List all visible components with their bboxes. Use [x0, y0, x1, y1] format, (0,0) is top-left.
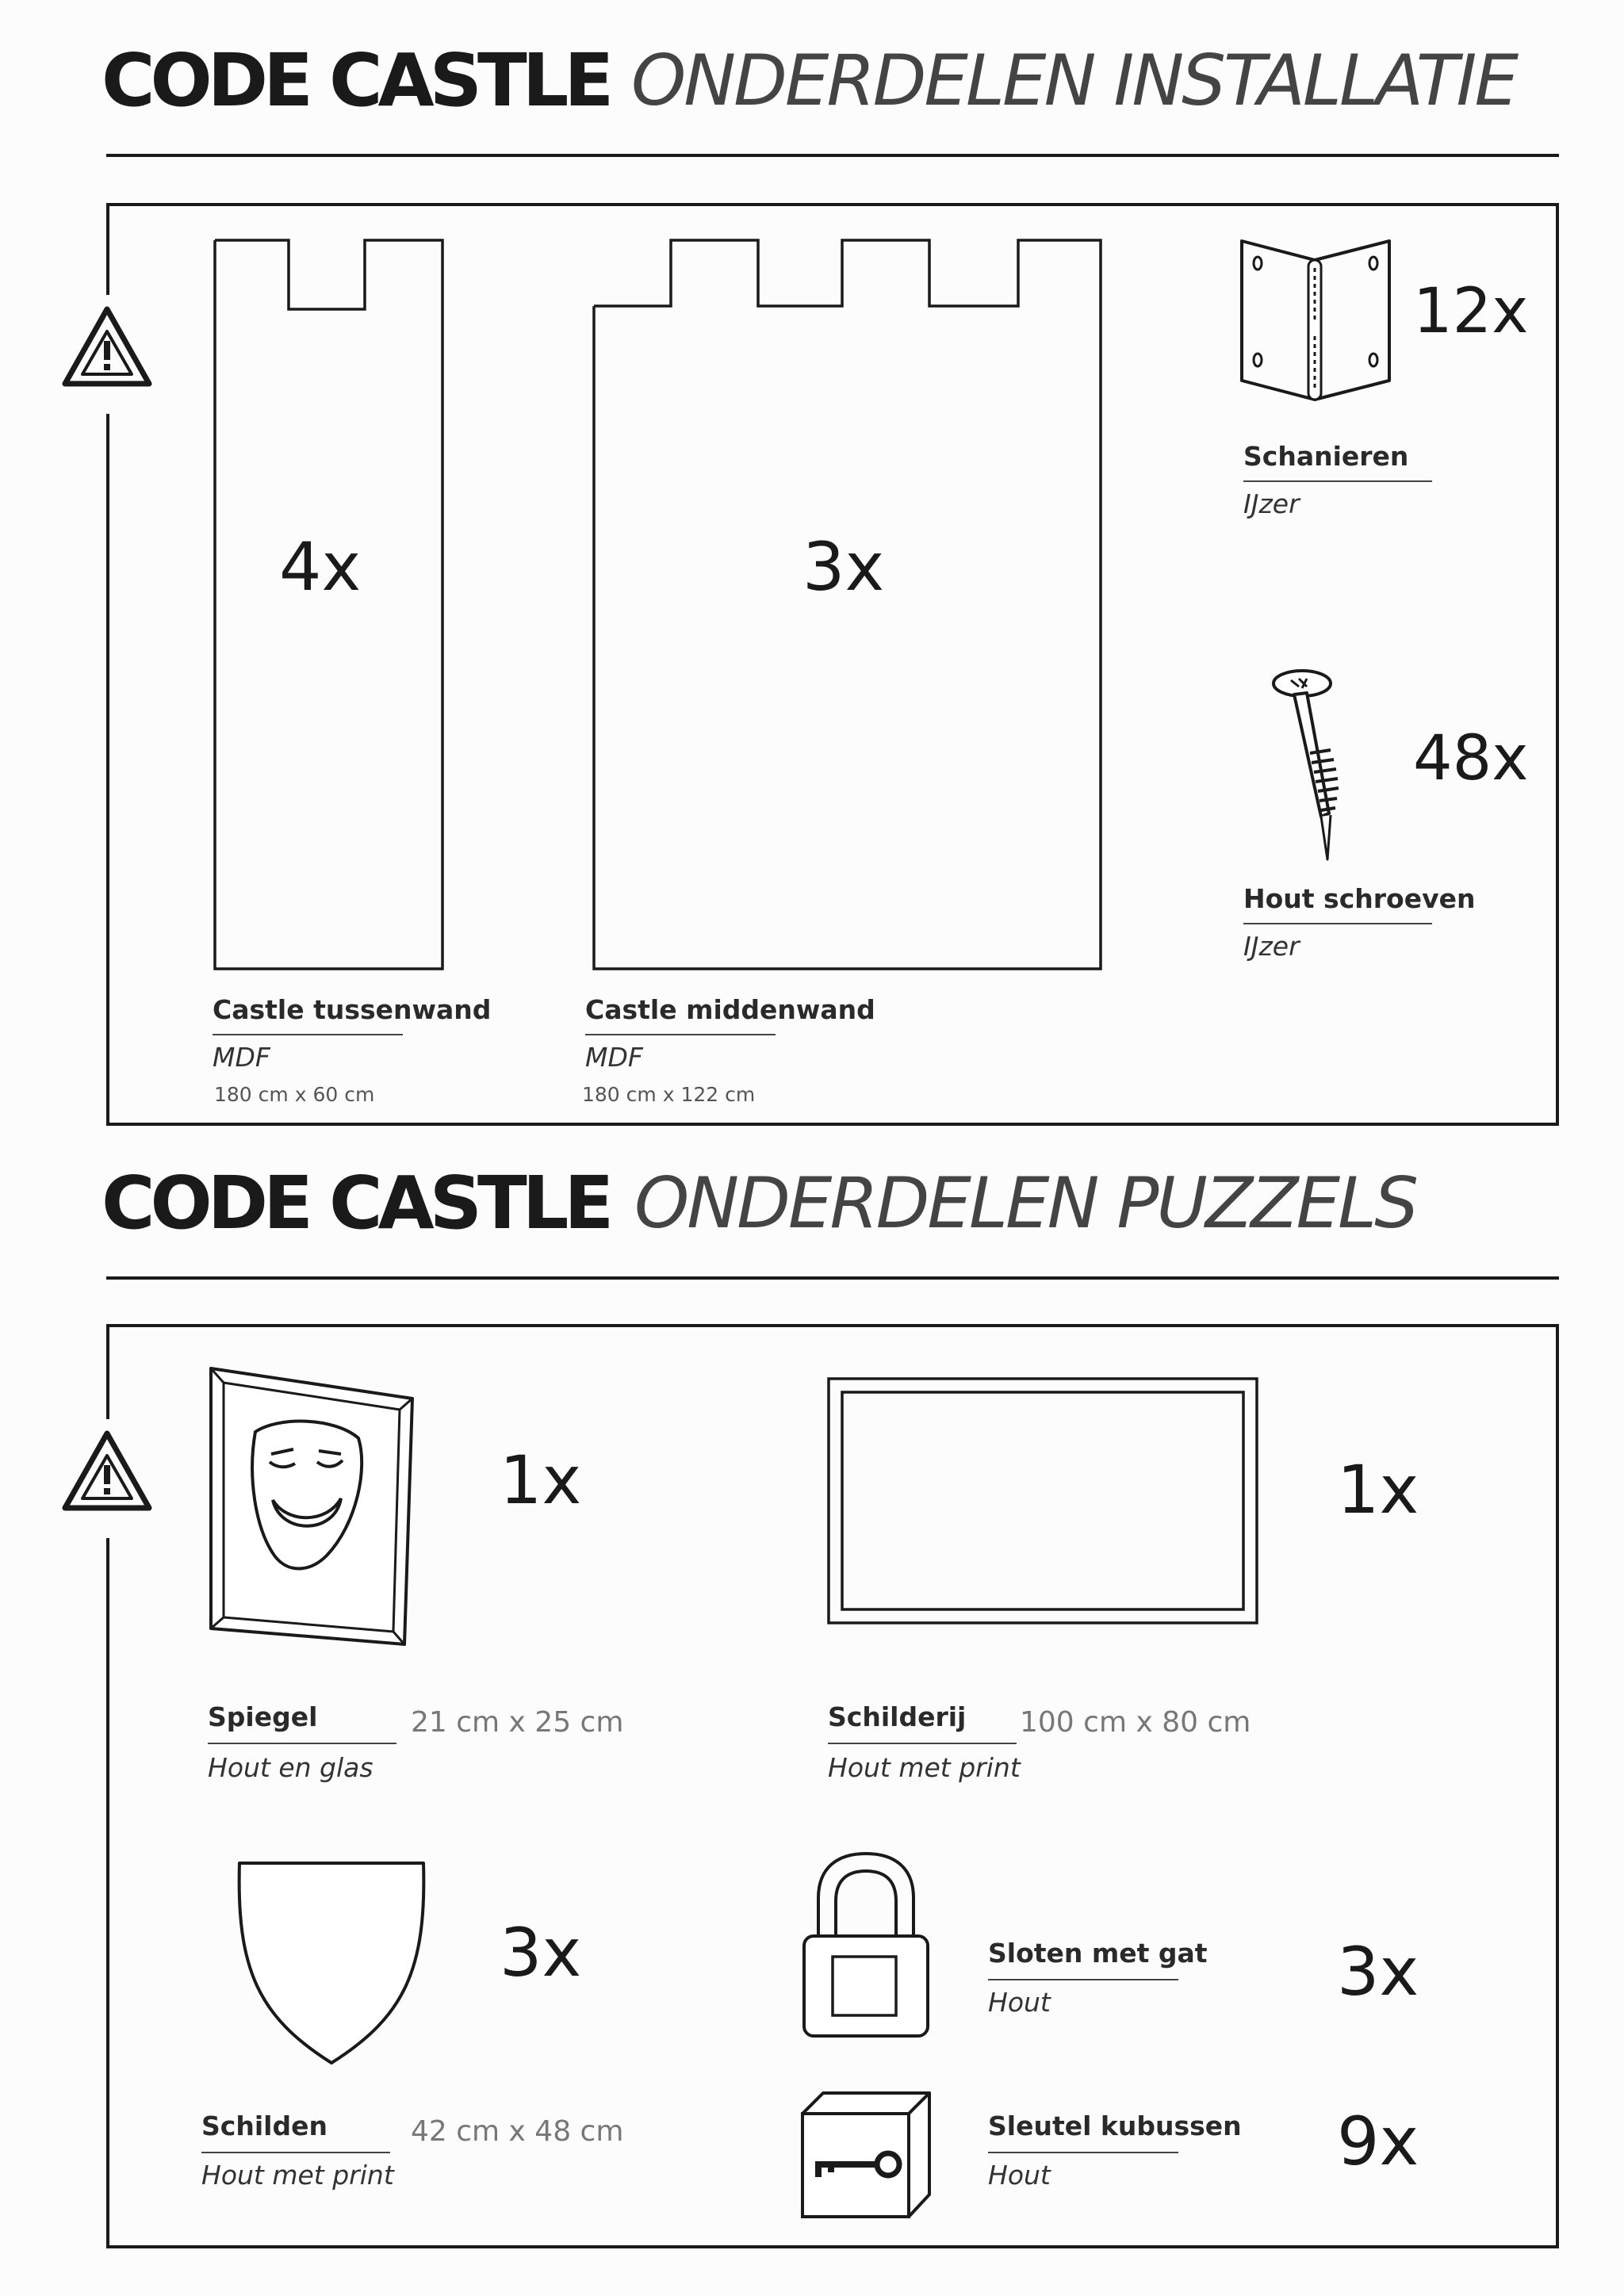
shield-size: 42 cm x 48 cm: [411, 2115, 624, 2148]
keycube-underline: [988, 2152, 1178, 2153]
warning-icon: [56, 295, 159, 414]
hinge-name: Schanieren: [1243, 441, 1409, 472]
tussenwand-material: MDF: [213, 1042, 270, 1073]
tussenwand-underline: [213, 1034, 403, 1035]
middenwand-size: 180 cm x 122 cm: [582, 1083, 756, 1106]
keycube-count: 9x: [1337, 2103, 1419, 2180]
padlock-underline: [988, 1979, 1178, 1980]
screw-material: IJzer: [1243, 931, 1300, 962]
painting-name: Schilderij: [828, 1701, 967, 1732]
shield-count: 3x: [500, 1914, 582, 1992]
painting-underline: [828, 1743, 1017, 1744]
key-cube-icon: [799, 2090, 937, 2220]
mirror-underline: [208, 1743, 396, 1744]
middenwand-material: MDF: [585, 1042, 643, 1073]
mirror-size: 21 cm x 25 cm: [411, 1706, 624, 1739]
install-subtitle: ONDERDELEN INSTALLATIE: [631, 40, 1517, 121]
padlock-icon: [801, 1850, 931, 2039]
hinge-underline: [1243, 480, 1432, 482]
shield-material: Hout met print: [201, 2160, 394, 2191]
painting-count: 1x: [1337, 1451, 1419, 1529]
padlock-count: 3x: [1337, 1933, 1419, 2011]
hinge-icon: [1237, 236, 1396, 401]
screw-count: 48x: [1413, 723, 1529, 794]
warning-icon: [56, 1419, 159, 1538]
shield-name: Schilden: [201, 2110, 327, 2141]
tussenwand-count: 4x: [279, 528, 362, 606]
middenwand-name: Castle middenwand: [585, 994, 875, 1025]
padlock-material: Hout: [988, 1987, 1051, 2018]
install-header-rule: [106, 154, 1559, 157]
mirror-name: Spiegel: [208, 1701, 318, 1732]
install-brand-title: CODE CASTLE: [102, 38, 610, 123]
padlock-name: Sloten met gat: [988, 1938, 1208, 1969]
shield-icon: [235, 1858, 428, 2066]
painting-size: 100 cm x 80 cm: [1020, 1706, 1251, 1739]
hinge-material: IJzer: [1243, 488, 1300, 519]
mirror-material: Hout en glas: [208, 1752, 373, 1783]
puzzles-header-rule: [106, 1276, 1559, 1280]
tussenwand-name: Castle tussenwand: [213, 994, 492, 1025]
shield-underline: [201, 2152, 390, 2153]
tussenwand-size: 180 cm x 60 cm: [214, 1083, 375, 1106]
middenwand-underline: [585, 1034, 776, 1035]
painting-material: Hout met print: [828, 1752, 1021, 1783]
keycube-material: Hout: [988, 2160, 1051, 2191]
painting-frame-icon: [826, 1376, 1259, 1625]
screw-icon: [1266, 666, 1385, 864]
screw-name: Hout schroeven: [1243, 883, 1476, 914]
puzzles-brand-title: CODE CASTLE: [102, 1161, 610, 1246]
mirror-count: 1x: [500, 1441, 582, 1519]
hinge-count: 12x: [1413, 276, 1529, 347]
screw-underline: [1243, 923, 1432, 924]
keycube-name: Sleutel kubussen: [988, 2110, 1242, 2141]
puzzles-subtitle: ONDERDELEN PUZZELS: [634, 1162, 1416, 1244]
middenwand-count: 3x: [802, 528, 885, 606]
mirror-mask-icon: [208, 1365, 417, 1647]
